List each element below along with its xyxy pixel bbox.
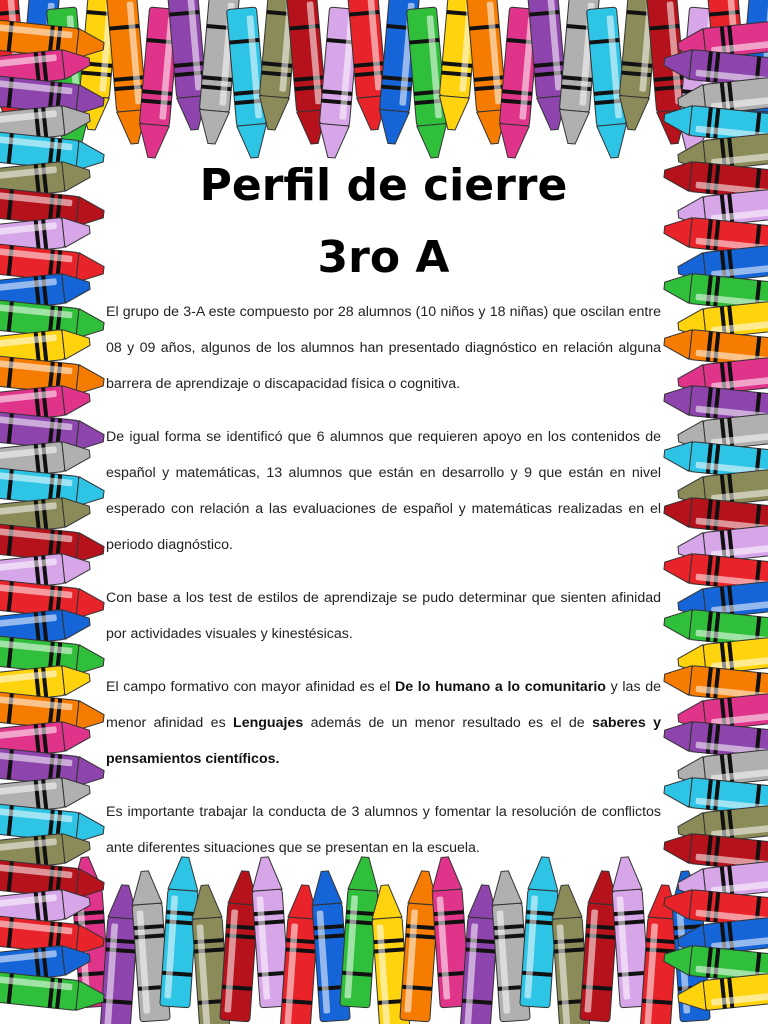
- paragraph-learning-styles: Con base a los test de estilos de aprendizaje se pudo determinar que sienten afinidad por actividades visuales y kinestésicas.: [106, 590, 661, 642]
- bold-field-lower-result: saberes y pensamientos científicos.: [106, 715, 661, 767]
- bold-field-lowest: Lenguajes: [233, 715, 304, 731]
- paragraph-behavior: Es importante trabajar la conducta de 3 alumnos y fomentar la resolución de conflictos ante diferentes situaciones que se presentan en la escuela.: [106, 804, 661, 856]
- page-title: [106, 150, 661, 294]
- text-span: El campo formativo con mayor afinidad es el: [106, 679, 395, 695]
- title-line-1: Perfil de cierre: [199, 160, 568, 211]
- document-body: [106, 150, 661, 883]
- paragraph-formative-fields: [106, 669, 661, 777]
- paragraph-group-description: El grupo de 3-A este compuesto por 28 alumnos (10 niños y 18 niñas) que oscilan entre 08 y 09 años, algunos de los alumnos han presentado diagnóstico en relación alguna barrera de aprendizaje o discapacidad física o cognitiva.: [106, 304, 661, 392]
- text-span: y las de menor afinidad es: [106, 679, 661, 731]
- title-line-2: 3ro A: [317, 232, 450, 283]
- text-span: además de un menor resultado es el de: [303, 715, 593, 731]
- paragraph-diagnostic-results: De igual forma se identificó que 6 alumnos que requieren apoyo en los contenidos de español y matemáticas, 13 alumnos que están en desarrollo y 9 que están en nivel esperado con relación a las evaluaciones de español y matemáticas realizadas en el periodo diagnóstico.: [106, 429, 661, 553]
- bold-field-highest: De lo humano a lo comunitario: [394, 679, 606, 695]
